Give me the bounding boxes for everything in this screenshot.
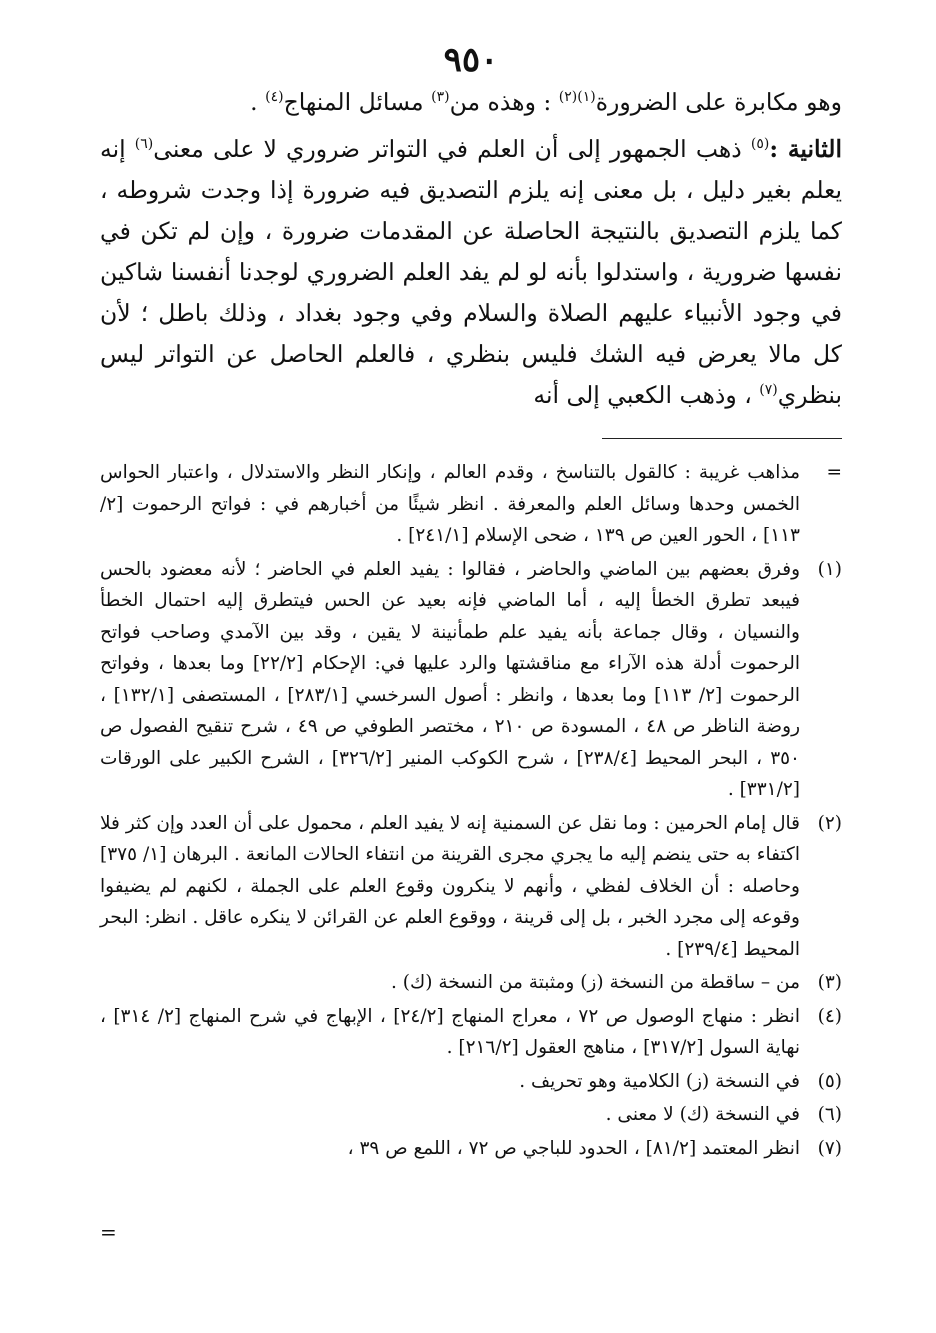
- footnotes: [100, 457, 842, 1164]
- footnote-mark: (٧): [817, 1137, 842, 1159]
- footnote-ref-1-2[interactable]: (١)(٢): [558, 89, 596, 106]
- main-text: [100, 82, 842, 416]
- footnote-6: [100, 1099, 842, 1131]
- footnote-text: في النسخة (ز) الكلامية وهو تحريف .: [519, 1070, 800, 1092]
- page-number: ٩٥٠: [443, 40, 499, 80]
- footnote-3: [100, 967, 842, 999]
- footnote-text: وفرق بعضهم بين الماضي والحاضر ، فقالوا : يفيد العلم في الحاضر ؛ لأنه معضود بالحس فيبعد تطرق الخطأ إليه ، أما الماضي فإنه بعيد عن الحس فيتطرق إليه احتمال الخطأ والنسيان ، وقال جماعة بأنه يفيد علم طمأنينة لا يقين ، وقد بين الآمدي وصاحب فواتح الرحموت أدلة هذه الآراء مع مناقشتها والرد عليها في: الإحكام [٢٢/٢] وما بعدها ، وفواتح الرحموت [٢/ ١١٣] وما بعدها ، وانظر : أصول السرخسي [٢٨٣/١] ، المستصفى [١٣٢/١] ، روضة الناظر ص ٤٨ ، المسودة ص ٢١٠ ، مختصر الطوفي ص ٤٩ ، شرح تنقيح الفصول ص ٣٥٠ ، البحر المحيط [٢٣٨/٤] ، شرح الكوكب المنير [٣٢٦/٢] ، الشرح الكبير على الورقات [٣٣١/٢] .: [100, 558, 801, 800]
- paragraph-2-text-3: ، وذهب الكعبي إلى أنه: [533, 381, 760, 409]
- footnote-mark: (٢): [817, 812, 842, 834]
- footnote-4: [100, 1001, 842, 1064]
- footnote-text: انظر المعتمد [٨١/٢] ، الحدود للباجي ص ٧٢ ، اللمع ص ٣٩ ،: [347, 1137, 800, 1159]
- paragraph-1-text-2: : وهذه من: [449, 88, 559, 116]
- paragraph-2-text-2: إنه يعلم بغير دليل ، بل معنى إنه يلزم التصديق فيه ضرورة إذا وجدت شروطه ، كما يلزم التصديق بالنتيجة الحاصلة عن المقدمات ضرورة ، وإن لم تكن في نفسها ضرورية ، واستدلوا بأنه لو لم يفد العلم الضروري لوجدنا أنفسنا شاكين في وجود الأنبياء عليهم الصلاة والسلام وفي وجود بغداد ، وذلك باطل ؛ لأن كل مالا يعرض فيه الشك فليس بنظري ، فالعلم الحاصل عن التواتر ليس بنظري: [100, 135, 842, 409]
- footnote-mark: (١): [817, 558, 842, 580]
- footnote-2: [100, 808, 842, 966]
- continuation-mark: =: [100, 1220, 117, 1244]
- footnote-ref-3[interactable]: (٣): [431, 89, 450, 106]
- footnote-ref-4[interactable]: (٤): [265, 89, 284, 106]
- footnote-separator: [602, 438, 842, 439]
- page: [100, 40, 842, 1166]
- footnote-mark: (٦): [817, 1104, 842, 1125]
- paragraph-2: [100, 129, 842, 416]
- footnote-1: [100, 554, 842, 806]
- footnote-text: من – ساقطة من النسخة (ز) ومثبتة من النسخة (ك) .: [391, 972, 800, 993]
- footnote-7: [100, 1133, 842, 1165]
- footnote-mark: (٤): [817, 1005, 842, 1027]
- footnote-text: في النسخة (ك) لا معنى .: [605, 1104, 800, 1125]
- footnote-ref-6[interactable]: (٦): [134, 136, 154, 153]
- footnote-ref-5[interactable]: (٥): [750, 136, 770, 153]
- footnote-5: [100, 1066, 842, 1098]
- footnote-text: مذاهب غريبة : كالقول بالتناسخ ، وقدم العالم ، وإنكار النظر والاستدلال ، واعتبار الحواس الخمس وحدها وسائل العلم والمعرفة . انظر شيئًا من أخبارهم في : فواتح الرحموت [٢/ ١١٣] ، الحور العين ص ١٣٩ ، ضحى الإسلام [٢٤١/١] .: [100, 462, 800, 546]
- footnote-mark: (٥): [817, 1070, 842, 1092]
- footnote-text: انظر : منهاج الوصول ص ٧٢ ، معراج المنهاج [٢٤/٢] ، الإبهاج في شرح المنهاج [٢/ ٣١٤] ، نهاية السول [٣١٧/٢] ، مناهج العقول [٢١٦/٢] .: [100, 1005, 800, 1058]
- footnote-text: قال إمام الحرمين : وما نقل عن السمنية إنه لا يفيد العلم ، محمول على أن العدد وإن كثر فلا اكتفاء به حتى ينضم إليه ما يجري مجرى القرينة من انتفاء الحالات المانعة . البرهان [١/ ٣٧٥] وحاصله : أن الخلاف لفظي ، وأنهم لا ينكرون وقوع العلم على الجملة ، لكنهم لم يضيفوا وقوعه إلى مجرد الخبر ، بل إلى قرينة ، ووقوع العلم عن القرائن لا ينكره عاقل . انظر: البحر المحيط [٢٣٩/٤] .: [100, 812, 800, 960]
- paragraph-1: [100, 82, 842, 123]
- paragraph-2-text-1: ذهب الجمهور إلى أن العلم في التواتر ضروري لا على معنى: [153, 135, 751, 163]
- footnote-mark: =: [826, 462, 842, 483]
- paragraph-1-text-3: مسائل المنهاج: [283, 88, 432, 116]
- paragraph-2-lead: الثانية :: [769, 135, 842, 163]
- footnote-ref-7[interactable]: (٧): [759, 382, 778, 399]
- paragraph-1-text: وهو مكابرة على الضرورة: [595, 88, 842, 116]
- paragraph-1-text-4: .: [250, 88, 266, 116]
- footnote-mark: (٣): [817, 972, 842, 993]
- footnote-continued: [100, 457, 842, 552]
